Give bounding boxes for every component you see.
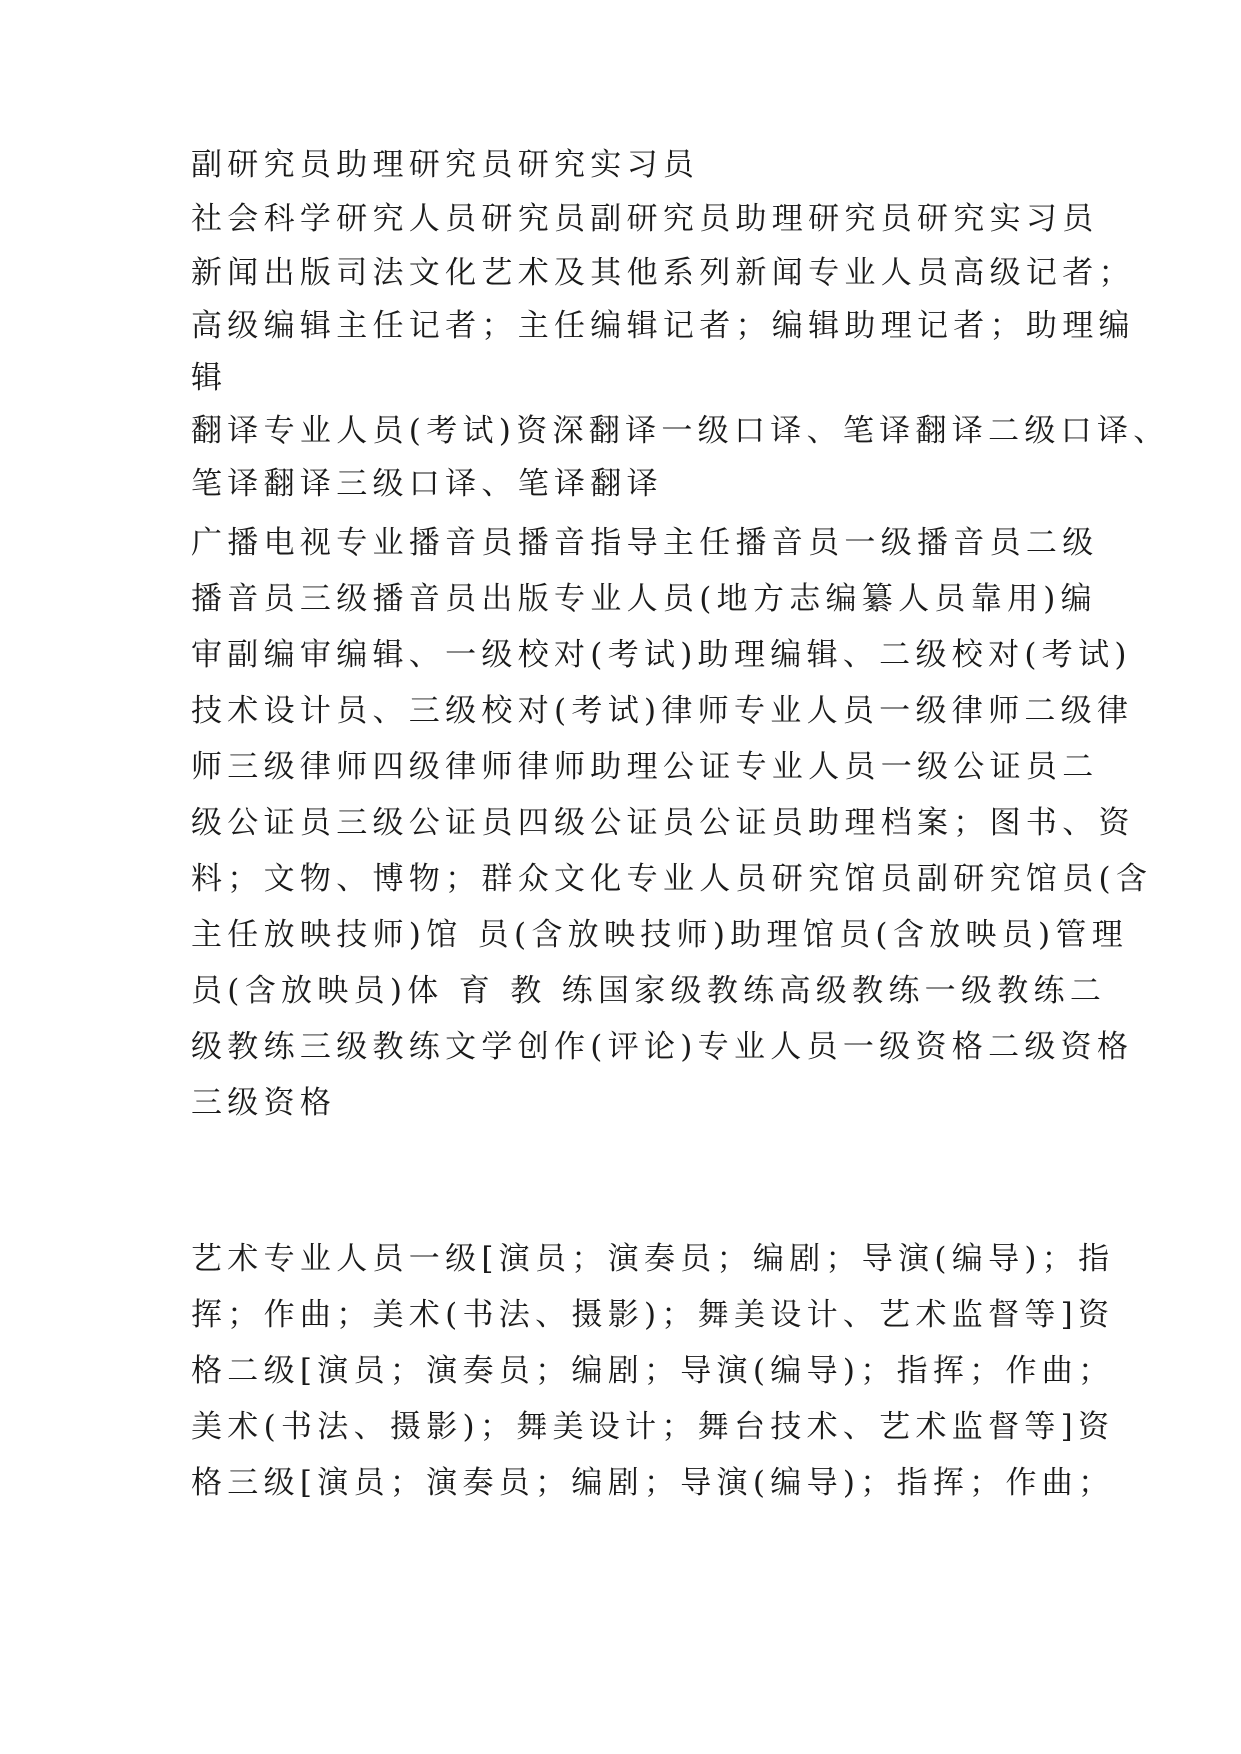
- text-line: 翻译专业人员(考试)资深翻译一级口译、笔译翻译二级口译、: [191, 413, 1170, 449]
- text-line: 格二级[演员；演奏员；编剧；导演(编导)；指挥；作曲；: [191, 1353, 1115, 1389]
- text-line: 审副编审编辑、一级校对(考试)助理编辑、二级校对(考试): [191, 637, 1132, 673]
- text-line: 辑: [191, 360, 228, 396]
- text-line: 级教练三级教练文学创作(评论)专业人员一级资格二级资格: [191, 1029, 1134, 1065]
- text-line: 员(含放映员)体 育 教 练国家级教练高级教练一级教练二: [191, 973, 1107, 1009]
- text-line: 笔译翻译三级口译、笔译翻译: [191, 466, 663, 502]
- text-line: 副研究员助理研究员研究实习员: [191, 147, 700, 183]
- text-line: 料；文物、博物；群众文化专业人员研究馆员副研究馆员(含: [191, 861, 1153, 897]
- text-line: 高级编辑主任记者；主任编辑记者；编辑助理记者；助理编: [191, 308, 1135, 344]
- text-line: 三级资格: [191, 1085, 337, 1121]
- text-line: 挥；作曲；美术(书法、摄影)；舞美设计、艺术监督等]资: [191, 1297, 1115, 1333]
- text-line: 广播电视专业播音员播音指导主任播音员一级播音员二级: [191, 525, 1099, 561]
- text-line: 技术设计员、三级校对(考试)律师专业人员一级律师二级律: [191, 693, 1134, 729]
- text-line: 艺术专业人员一级[演员；演奏员；编剧；导演(编导)；指: [191, 1241, 1115, 1277]
- text-line: 格三级[演员；演奏员；编剧；导演(编导)；指挥；作曲；: [191, 1465, 1115, 1501]
- text-line: 社会科学研究人员研究员副研究员助理研究员研究实习员: [191, 201, 1099, 237]
- text-line: 美术(书法、摄影)；舞美设计；舞台技术、艺术监督等]资: [191, 1409, 1115, 1445]
- text-line: 师三级律师四级律师律师助理公证专业人员一级公证员二: [191, 749, 1099, 785]
- text-line: 播音员三级播音员出版专业人员(地方志编纂人员靠用)编: [191, 581, 1097, 617]
- text-line: 级公证员三级公证员四级公证员公证员助理档案；图书、资: [191, 805, 1135, 841]
- text-line: 主任放映技师)馆 员(含放映技师)助理馆员(含放映员)管理: [191, 917, 1129, 953]
- text-line: 新闻出版司法文化艺术及其他系列新闻专业人员高级记者；: [191, 255, 1135, 291]
